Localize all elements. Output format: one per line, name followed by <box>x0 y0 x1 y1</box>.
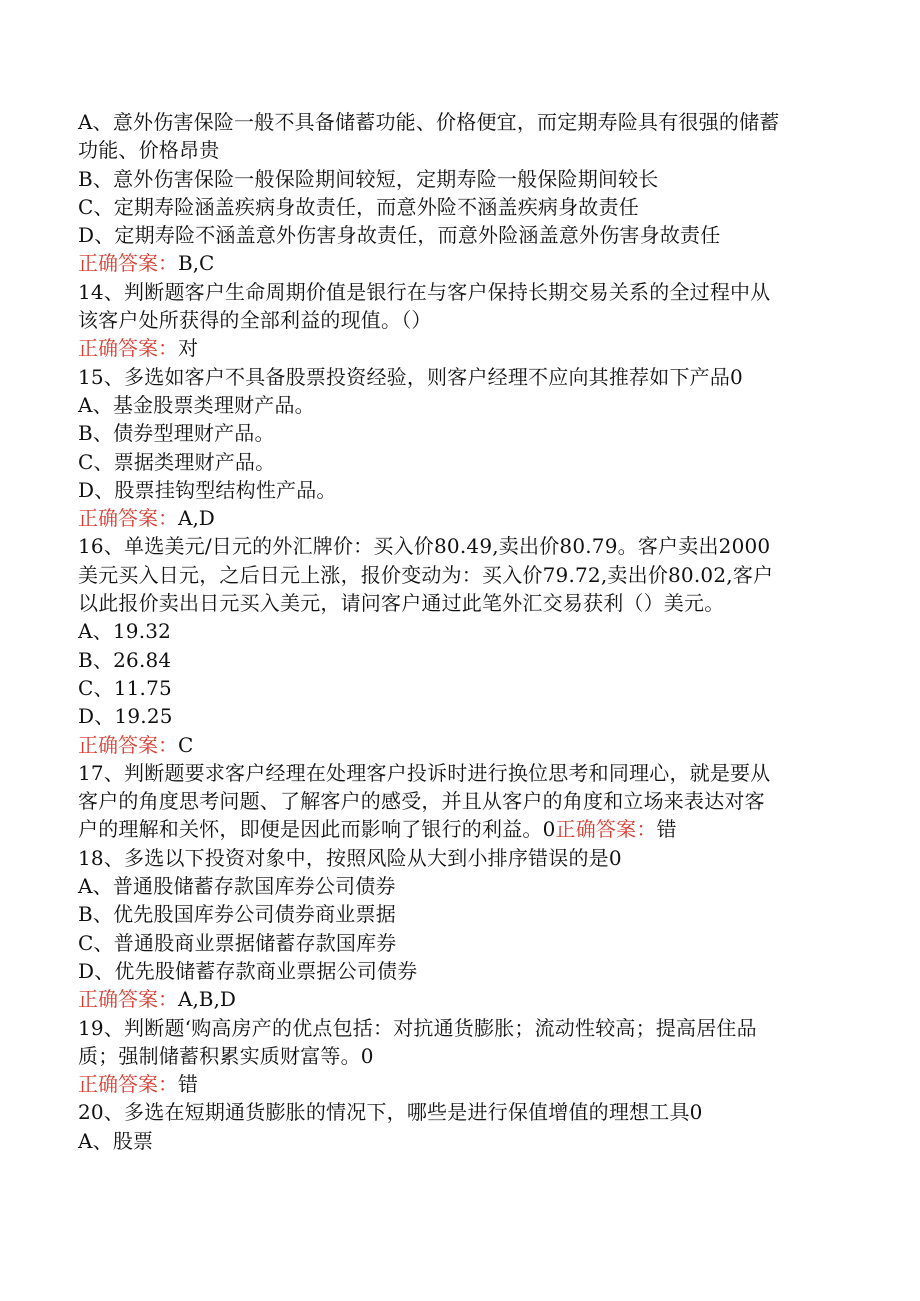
answer-line <box>78 985 838 1013</box>
answer-label: 正确答案： <box>78 336 178 361</box>
question-text: 户的理解和关怀，即便是因此而影响了银行的利益。0 <box>78 817 556 842</box>
text-line: B、意外伤害保险一般保险期间较短，定期寿险一般保险期间较长 <box>78 166 659 191</box>
answer-label: 正确答案： <box>78 506 178 531</box>
text-line: A、19.32 <box>78 619 172 644</box>
text-line: A、意外伤害保险一般不具备储蓄功能、价格便宜，而定期寿险具有很强的储蓄 <box>78 110 780 134</box>
text-line: A、普通股储蓄存款国库券公司债券 <box>78 874 396 899</box>
answer-line <box>78 504 838 532</box>
text-line: D、优先股储蓄存款商业票据公司债券 <box>78 958 418 983</box>
answer-value: B,C <box>178 251 215 276</box>
answer-value: 对 <box>178 336 198 361</box>
answer-line <box>78 731 838 759</box>
answer-value: 错 <box>178 1072 198 1097</box>
text-line: B、26.84 <box>78 647 172 672</box>
text-line: D、定期寿险不涵盖意外伤害身故责任，而意外险涵盖意外伤害身故责任 <box>78 223 721 248</box>
answer-line <box>78 249 838 277</box>
text-line: B、债券型理财产品。 <box>78 421 275 446</box>
text-line: 18、多选以下投资对象中，按照风险从大到小排序错误的是0 <box>78 845 622 870</box>
answer-label: 正确答案： <box>78 987 178 1012</box>
text-line: B、优先股国库券公司债券商业票据 <box>78 902 396 927</box>
text-line: 质；强制储蓄积累实质财富等。0 <box>78 1043 374 1068</box>
answer-value: A,D <box>178 506 215 531</box>
answer-label: 正确答案： <box>78 251 178 276</box>
answer-label: 正确答案： <box>555 817 657 842</box>
answer-label: 正确答案： <box>78 1072 178 1097</box>
answer-line <box>78 334 838 362</box>
text-line: C、定期寿险涵盖疾病身故责任，而意外险不涵盖疾病身故责任 <box>78 194 639 219</box>
answer-value: 错 <box>656 817 677 842</box>
text-line: 该客户处所获得的全部利益的现值。（） <box>78 308 432 333</box>
answer-label: 正确答案： <box>78 732 178 757</box>
answer-value: C <box>178 732 194 757</box>
text-line: 14、判断题客户生命周期价值是银行在与客户保持长期交易关系的全过程中从 <box>78 279 771 304</box>
text-line: C、11.75 <box>78 675 172 700</box>
text-line: 15、多选如客户不具备股票投资经验，则客户经理不应向其推荐如下产品0 <box>78 364 743 389</box>
answer-value: A,B,D <box>178 987 236 1012</box>
text-line: 20、多选在短期通货膨胀的情况下，哪些是进行保值增值的理想工具0 <box>78 1100 703 1125</box>
answer-line <box>78 1070 838 1098</box>
text-line-with-answer <box>78 815 838 843</box>
text-line: 16、单选美元/日元的外汇牌价：买入价80.49,卖出价80.79。客户卖出2000 <box>78 534 771 559</box>
text-line: 以此报价卖出日元买入美元，请问客户通过此笔外汇交易获利（）美元。 <box>78 591 725 616</box>
question-list <box>78 108 838 1155</box>
text-line: 19、判断题‘购高房产的优点包括：对抗通货膨胀；流动性较高；提高居住品 <box>78 1015 757 1040</box>
text-line: D、股票挂钩型结构性产品。 <box>78 477 337 502</box>
text-line: 美元买入日元，之后日元上涨，报价变动为：买入价79.72,卖出价80.02,客户 <box>78 562 774 587</box>
text-line: 功能、价格昂贵 <box>78 138 220 163</box>
text-line: A、基金股票类理财产品。 <box>78 392 315 417</box>
text-line: C、普通股商业票据储蓄存款国库券 <box>78 930 397 955</box>
text-line: 17、判断题要求客户经理在处理客户投诉时进行换位思考和同理心，就是要从 <box>78 760 771 785</box>
text-line: D、19.25 <box>78 704 173 729</box>
text-line: 客户的角度思考问题、了解客户的感受，并且从客户的角度和立场来表达对客 <box>78 789 765 814</box>
text-line: C、票据类理财产品。 <box>78 449 276 474</box>
text-line: A、股票 <box>78 1128 154 1153</box>
